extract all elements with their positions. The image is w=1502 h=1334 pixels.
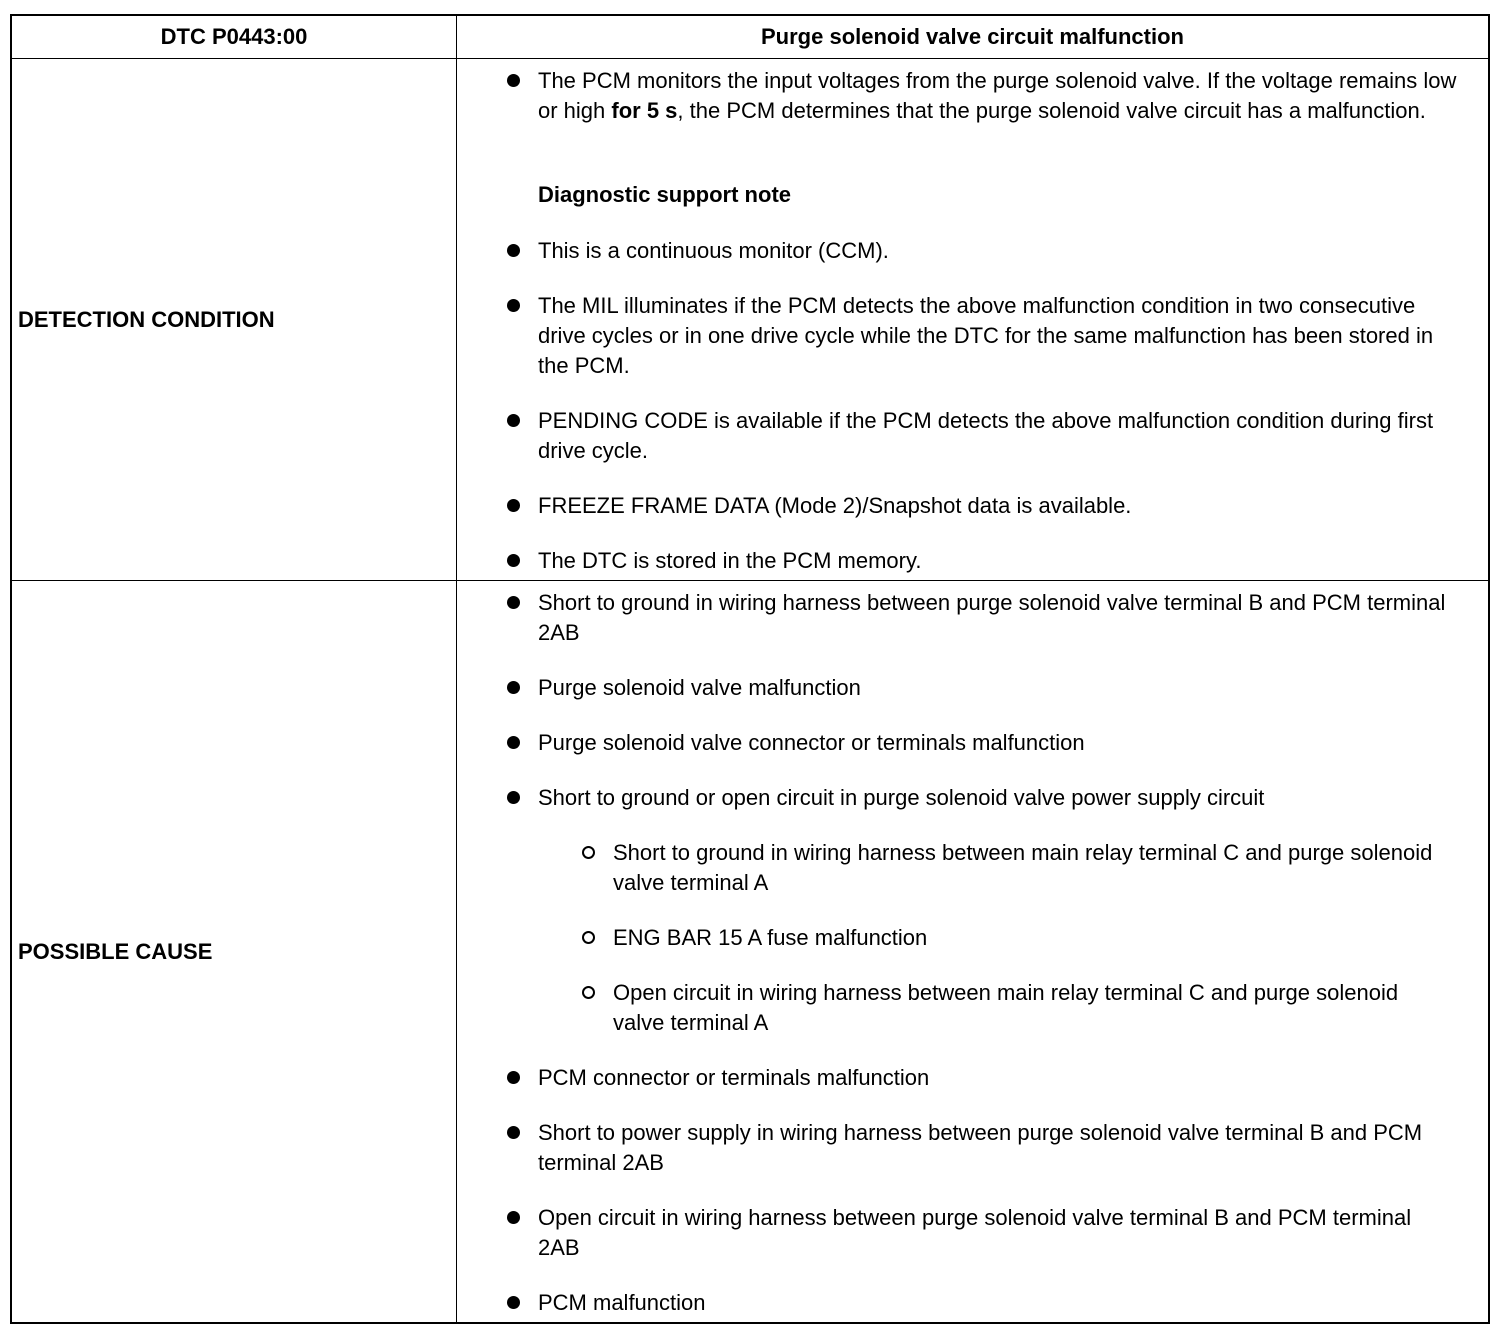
note-item: PENDING CODE is available if the PCM detects the above malfunction condition during first drive cycle. <box>538 408 1434 463</box>
cause-item: PCM connector or terminals malfunction <box>538 1065 930 1090</box>
header-divider <box>10 58 1490 59</box>
bullet-icon <box>507 414 520 427</box>
header-title: Purge solenoid valve circuit malfunction <box>761 24 1184 49</box>
cause-sub-item: Short to ground in wiring harness between main relay terminal C and purge solenoid valve terminal A <box>613 840 1433 895</box>
bullet-icon <box>507 1126 520 1139</box>
cause-item: Short to power supply in wiring harness between purge solenoid valve terminal B and PCM terminal 2AB <box>538 1120 1423 1175</box>
cause-item: Purge solenoid valve connector or terminals malfunction <box>538 730 1085 755</box>
bullet-icon <box>507 299 520 312</box>
bullet-icon <box>507 681 520 694</box>
possible-cause-label: POSSIBLE CAUSE <box>18 939 213 964</box>
cause-item: Open circuit in wiring harness between purge solenoid valve terminal B and PCM terminal 2AB <box>538 1205 1412 1260</box>
bullet-icon <box>507 736 520 749</box>
cause-item: Short to ground in wiring harness between purge solenoid valve terminal B and PCM terminal 2AB <box>538 590 1446 645</box>
column-divider <box>456 14 457 1324</box>
cause-item: Short to ground or open circuit in purge solenoid valve power supply circuit <box>538 785 1265 810</box>
bullet-icon <box>507 1071 520 1084</box>
detection-description: The PCM monitors the input voltages from the purge solenoid valve. If the voltage remains low or high for 5 s, the PCM determines that the purge solenoid valve circuit has a malfunction. <box>538 68 1457 123</box>
detection-condition-label: DETECTION CONDITION <box>18 307 275 332</box>
diagnostic-note-heading: Diagnostic support note <box>538 182 791 207</box>
note-item: The MIL illuminates if the PCM detects the above malfunction condition in two consecutive drive cycles or in one drive cycle while the DTC for the same malfunction has been stored in the PCM. <box>538 293 1434 378</box>
cause-sub-item: ENG BAR 15 A fuse malfunction <box>613 925 928 950</box>
row-divider <box>10 580 1490 581</box>
note-item: The DTC is stored in the PCM memory. <box>538 548 922 573</box>
header-dtc-code: DTC P0443:00 <box>160 24 308 49</box>
bullet-icon <box>507 596 520 609</box>
note-item: This is a continuous monitor (CCM). <box>538 238 889 263</box>
sub-bullet-icon <box>582 931 595 944</box>
bullet-icon <box>507 1296 520 1309</box>
bullet-icon <box>507 1211 520 1224</box>
sub-bullet-icon <box>582 986 595 999</box>
note-item: FREEZE FRAME DATA (Mode 2)/Snapshot data is available. <box>538 493 1132 518</box>
cause-item: PCM malfunction <box>538 1290 706 1315</box>
cause-item: Purge solenoid valve malfunction <box>538 675 861 700</box>
bullet-icon <box>507 499 520 512</box>
bullet-icon <box>507 791 520 804</box>
bullet-icon <box>507 554 520 567</box>
bullet-icon <box>507 244 520 257</box>
bullet-icon <box>507 74 520 87</box>
cause-sub-item: Open circuit in wiring harness between main relay terminal C and purge solenoid valve terminal A <box>613 980 1399 1035</box>
sub-bullet-icon <box>582 846 595 859</box>
